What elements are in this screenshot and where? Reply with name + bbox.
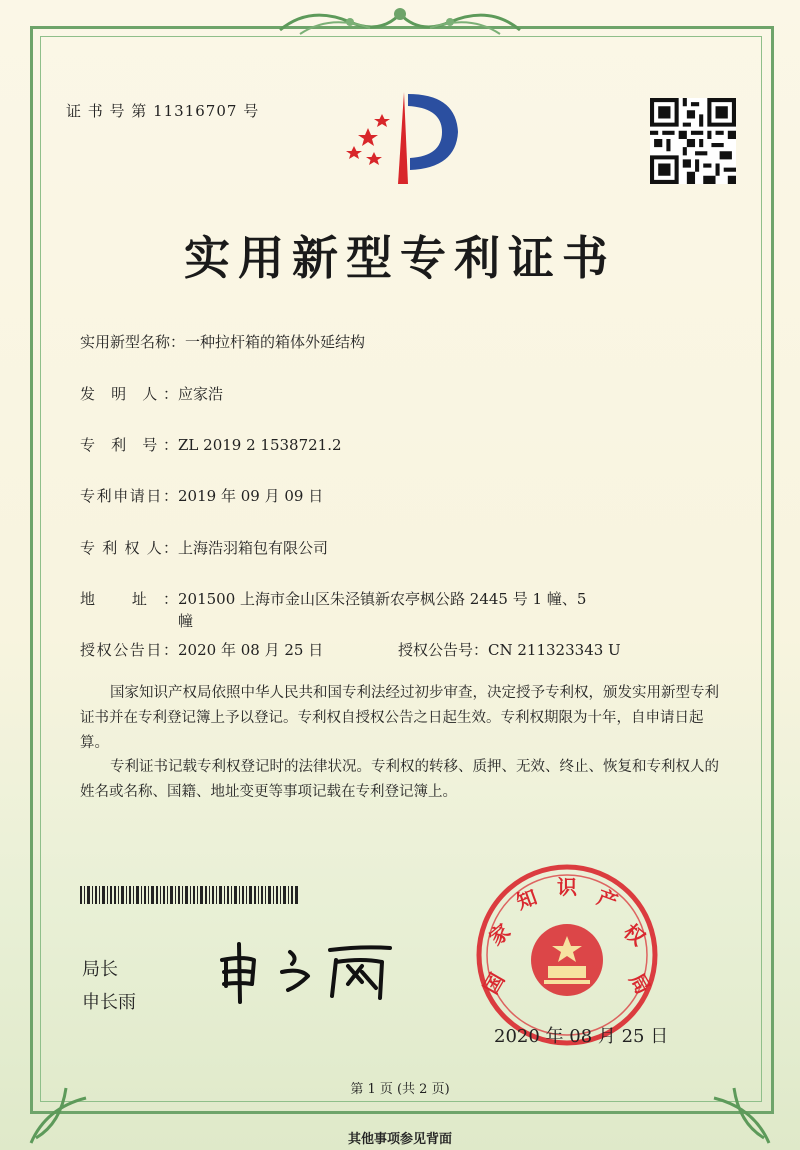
signature-icon xyxy=(212,938,402,1004)
svg-text:局: 局 xyxy=(624,968,656,999)
filing-date-label: 专利申请日： xyxy=(80,487,178,505)
address-label: 地 址： xyxy=(80,590,178,608)
seal-date: 2020 年 08 月 25 日 xyxy=(494,1026,669,1047)
barcode-icon xyxy=(80,886,298,904)
grant-date-label: 授权公告日： xyxy=(80,641,178,659)
inventor-row xyxy=(80,383,223,404)
svg-text:产: 产 xyxy=(593,884,621,915)
patentee-label: 专 利 权 人： xyxy=(80,539,178,557)
address-value-line2: 幢 xyxy=(178,612,194,630)
inventor-label: 发 明 人： xyxy=(80,385,178,403)
director-title: 局长 xyxy=(82,959,118,980)
grant-number-label: 授权公告号： xyxy=(398,641,489,659)
patentee-row xyxy=(80,537,328,558)
legal-paragraph-2: 专利证书记载专利权登记时的法律状况。专利权的转移、质押、无效、终止、恢复和专利权人的姓名或名称、国籍、地址变更等事项记载在专利登记簿上。 xyxy=(80,759,719,800)
grant-number-row xyxy=(398,639,621,660)
filing-date-row xyxy=(80,485,323,506)
filing-date-value: 2019 年 09 月 09 日 xyxy=(178,487,324,505)
grant-number-value: CN 211323343 U xyxy=(488,641,621,659)
certificate-title: 实用新型专利证书 xyxy=(184,231,616,285)
grant-date-value: 2020 年 08 月 25 日 xyxy=(178,641,324,659)
certificate-number: 证 书 号 第 11316707 号 xyxy=(66,102,260,120)
patentee-value: 上海浩羽箱包有限公司 xyxy=(178,539,329,557)
address-continuation-row xyxy=(178,610,193,631)
top-ornament-icon xyxy=(270,0,530,44)
svg-text:知: 知 xyxy=(513,884,541,915)
patent-number-label: 专 利 号： xyxy=(80,436,178,454)
svg-text:家: 家 xyxy=(484,919,515,951)
footer-note: 其他事项参见背面 xyxy=(347,1132,452,1147)
address-row xyxy=(80,588,586,609)
grant-date-row xyxy=(80,639,323,660)
address-value-line1: 201500 上海市金山区朱泾镇新农亭枫公路 2445 号 1 幢、5 xyxy=(178,590,587,608)
svg-text:国: 国 xyxy=(478,968,510,999)
page-number: 第 1 页 (共 2 页) xyxy=(350,1082,450,1097)
svg-text:权: 权 xyxy=(619,919,650,951)
svg-text:识: 识 xyxy=(557,875,577,899)
cnipa-logo-icon xyxy=(338,88,468,188)
utility-model-name-label: 实用新型名称： xyxy=(80,333,186,351)
qr-code-icon xyxy=(650,98,736,184)
official-seal-icon xyxy=(474,862,660,1048)
director-name: 申长雨 xyxy=(82,992,136,1013)
patent-number-row xyxy=(80,434,342,455)
inventor-value: 应家浩 xyxy=(178,385,224,403)
patent-number-value: ZL 2019 2 1538721.2 xyxy=(178,436,342,454)
utility-model-name-row xyxy=(80,331,365,352)
legal-paragraph-1: 国家知识产权局依照中华人民共和国专利法经过初步审查，决定授予专利权，颁发实用新型专利证书并在专利登记簿上予以登记。专利权自授权公告之日起生效。专利权期限为十年，自申请日起算。 xyxy=(80,685,719,751)
utility-model-name-value: 一种拉杆箱的箱体外延结构 xyxy=(185,333,366,351)
